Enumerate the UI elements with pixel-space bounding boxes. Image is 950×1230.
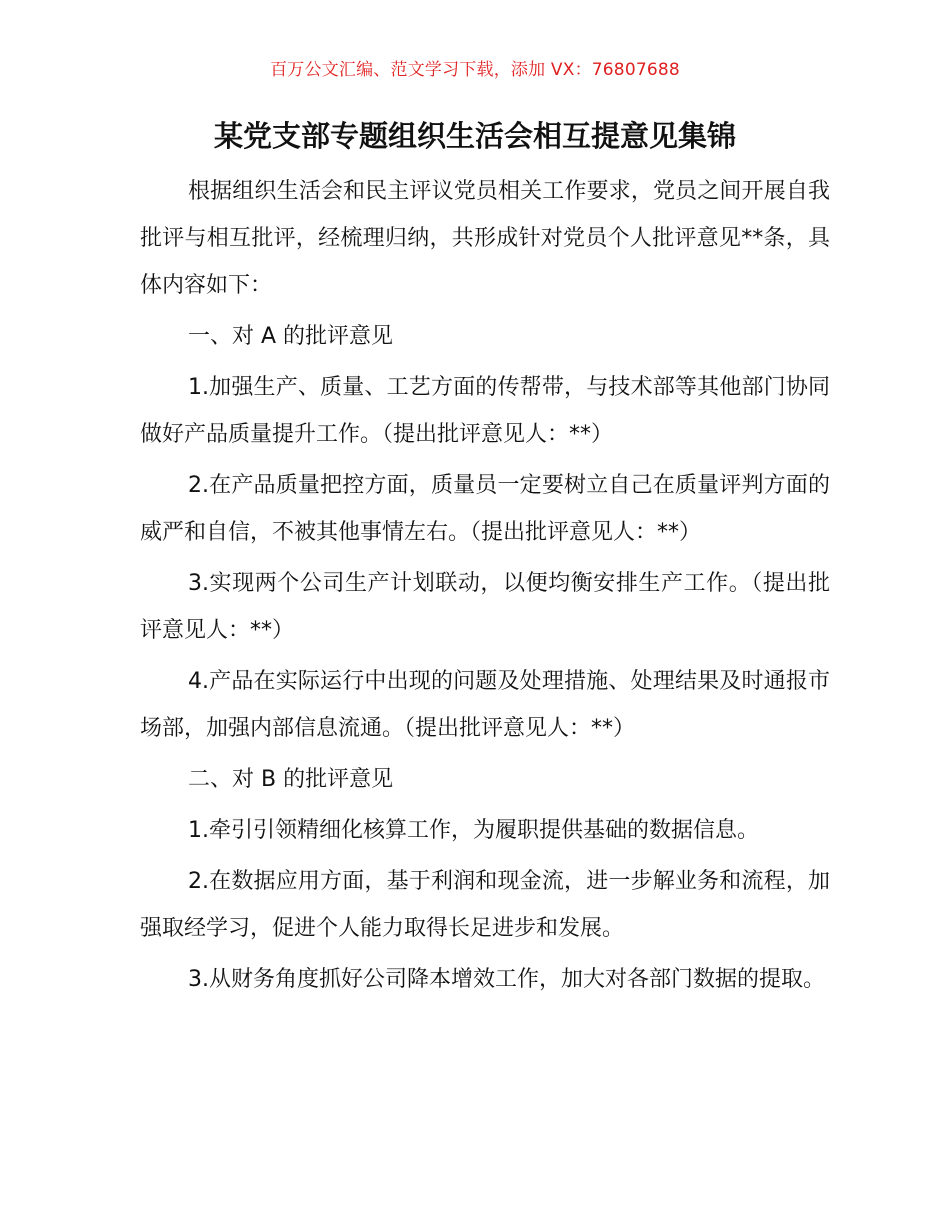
item-a-2: 2.在产品质量把控方面，质量员一定要树立自己在质量评判方面的威严和自信，不被其他事情左右。（提出批评意见人：**） bbox=[140, 473, 830, 545]
item-a-3: 3.实现两个公司生产计划联动，以便均衡安排生产工作。（提出批评意见人：**） bbox=[140, 571, 830, 643]
document-body bbox=[140, 168, 830, 1003]
item-a-1: 1.加强生产、质量、工艺方面的传帮带，与技术部等其他部门协同做好产品质量提升工作。（提出批评意见人：**） bbox=[140, 375, 830, 447]
item-a-4: 4.产品在实际运行中出现的问题及处理措施、处理结果及时通报市场部，加强内部信息流通。（提出批评意见人：**） bbox=[140, 669, 830, 741]
item-b-3: 3.从财务角度抓好公司降本增效工作，加大对各部门数据的提取。 bbox=[188, 967, 825, 992]
section-heading-b: 二、对 B 的批评意见 bbox=[188, 767, 394, 792]
document-title: 某党支部专题组织生活会相互提意见集锦 bbox=[213, 119, 736, 153]
intro-paragraph: 根据组织生活会和民主评议党员相关工作要求，党员之间开展自我批评与相互批评，经梳理归纳，共形成针对党员个人批评意见**条，具体内容如下： bbox=[140, 179, 830, 298]
item-b-2: 2.在数据应用方面，基于利润和现金流，进一步解业务和流程，加强取经学习，促进个人能力取得长足进步和发展。 bbox=[140, 869, 830, 941]
item-b-1: 1.牵引引领精细化核算工作，为履职提供基础的数据信息。 bbox=[188, 818, 759, 843]
promo-banner: 百万公文汇编、范文学习下载，添加 VX：76807688 bbox=[270, 60, 680, 80]
section-heading-a: 一、对 A 的批评意见 bbox=[188, 324, 394, 349]
